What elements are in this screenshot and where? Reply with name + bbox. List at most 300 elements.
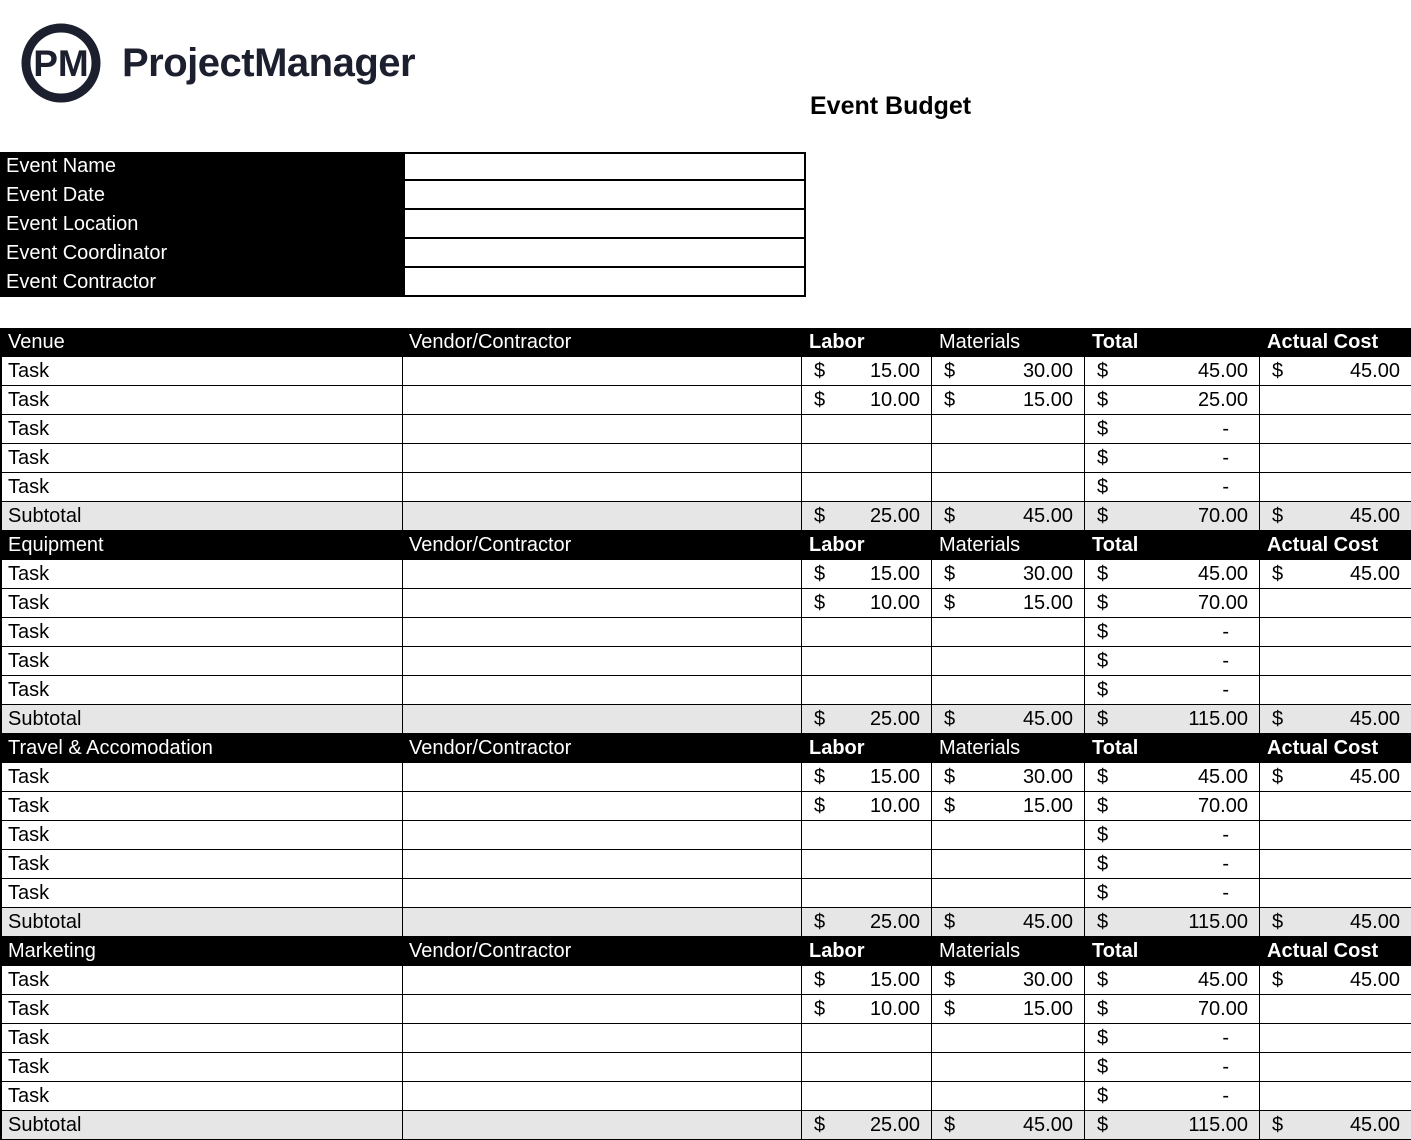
- task-row: [0, 1053, 1411, 1082]
- event-coordinator-input[interactable]: [403, 239, 806, 268]
- amount: -: [1222, 620, 1229, 643]
- vendor-cell[interactable]: [403, 676, 802, 705]
- actual-cost-cell[interactable]: [1260, 763, 1411, 792]
- subtotal-vendor-cell: [403, 908, 802, 937]
- currency-symbol: $: [1097, 823, 1109, 846]
- currency-symbol: $: [1097, 1055, 1109, 1078]
- vendor-cell[interactable]: [403, 763, 802, 792]
- amount: 25.00: [1197, 388, 1248, 411]
- materials-cell[interactable]: [932, 676, 1085, 705]
- vendor-cell[interactable]: [403, 879, 802, 908]
- currency-symbol: $: [944, 359, 956, 382]
- actual-cost-cell[interactable]: [1260, 386, 1411, 415]
- subtotal-label-cell: Subtotal: [0, 502, 403, 531]
- materials-header: Materials: [932, 328, 1085, 357]
- amount: 30.00: [1022, 968, 1073, 991]
- task-name-cell[interactable]: Task: [0, 647, 403, 676]
- amount: 45.00: [1349, 562, 1400, 585]
- total-cell[interactable]: [1085, 995, 1260, 1024]
- amount: 10.00: [869, 997, 920, 1020]
- task-name-cell[interactable]: Task: [0, 676, 403, 705]
- task-name-cell[interactable]: Task: [0, 415, 403, 444]
- actual-cost-cell[interactable]: [1260, 821, 1411, 850]
- total-header: Total: [1085, 734, 1260, 763]
- amount: 45.00: [1349, 707, 1400, 730]
- section-title: Venue: [0, 328, 403, 357]
- actual-cost-cell[interactable]: [1260, 415, 1411, 444]
- vendor-cell[interactable]: [403, 444, 802, 473]
- total-cell[interactable]: [1085, 357, 1260, 386]
- currency-symbol: $: [814, 591, 826, 614]
- labor-header: Labor: [802, 734, 932, 763]
- currency-symbol: $: [1097, 1113, 1109, 1136]
- actual-cost-cell[interactable]: [1260, 879, 1411, 908]
- amount: 30.00: [1022, 562, 1073, 585]
- amount: -: [1222, 417, 1229, 440]
- labor-cell[interactable]: [802, 763, 932, 792]
- amount: 115.00: [1188, 1113, 1248, 1136]
- subtotal-row: [0, 705, 1411, 734]
- task-row: [0, 966, 1411, 995]
- materials-cell[interactable]: [932, 618, 1085, 647]
- labor-cell[interactable]: [802, 792, 932, 821]
- pm-monogram: PM: [33, 43, 89, 84]
- actual-cost-cell[interactable]: [1260, 560, 1411, 589]
- amount: 25.00: [869, 504, 920, 527]
- subtotal-actual-cell: [1260, 908, 1411, 937]
- task-name-cell[interactable]: Task: [0, 473, 403, 502]
- vendor-cell[interactable]: [403, 415, 802, 444]
- amount: 25.00: [869, 910, 920, 933]
- task-name-cell[interactable]: Task: [0, 386, 403, 415]
- section-header-row: [0, 937, 1411, 966]
- labor-header: Labor: [802, 937, 932, 966]
- amount: 10.00: [869, 794, 920, 817]
- amount: -: [1222, 678, 1229, 701]
- task-row: [0, 763, 1411, 792]
- amount: 15.00: [1022, 794, 1073, 817]
- total-cell[interactable]: [1085, 1053, 1260, 1082]
- actual-cost-cell[interactable]: [1260, 444, 1411, 473]
- actual-cost-cell[interactable]: [1260, 1053, 1411, 1082]
- total-cell[interactable]: [1085, 647, 1260, 676]
- task-row: [0, 792, 1411, 821]
- labor-cell[interactable]: [802, 415, 932, 444]
- task-name-cell[interactable]: Task: [0, 589, 403, 618]
- vendor-cell[interactable]: [403, 995, 802, 1024]
- actual-cost-cell[interactable]: [1260, 792, 1411, 821]
- vendor-cell[interactable]: [403, 618, 802, 647]
- materials-cell[interactable]: [932, 415, 1085, 444]
- labor-cell[interactable]: [802, 1053, 932, 1082]
- task-row: [0, 386, 1411, 415]
- labor-cell[interactable]: [802, 647, 932, 676]
- subtotal-labor-cell: [802, 705, 932, 734]
- currency-symbol: $: [1097, 881, 1109, 904]
- actual-cost-cell[interactable]: [1260, 589, 1411, 618]
- task-row: [0, 357, 1411, 386]
- currency-symbol: $: [944, 765, 956, 788]
- currency-symbol: $: [1097, 562, 1109, 585]
- materials-cell[interactable]: [932, 1053, 1085, 1082]
- currency-symbol: $: [814, 794, 826, 817]
- subtotal-labor-cell: [802, 1111, 932, 1140]
- labor-cell[interactable]: [802, 1082, 932, 1111]
- amount: -: [1222, 446, 1229, 469]
- amount: 15.00: [1022, 388, 1073, 411]
- total-cell[interactable]: [1085, 763, 1260, 792]
- subtotal-row: [0, 908, 1411, 937]
- labor-cell[interactable]: [802, 560, 932, 589]
- currency-symbol: $: [1272, 968, 1284, 991]
- total-cell[interactable]: [1085, 966, 1260, 995]
- total-cell[interactable]: [1085, 1024, 1260, 1053]
- vendor-cell[interactable]: [403, 850, 802, 879]
- amount: 15.00: [869, 968, 920, 991]
- currency-symbol: $: [1272, 765, 1284, 788]
- form-row-event-contractor: [0, 268, 806, 297]
- task-row: [0, 995, 1411, 1024]
- task-row: [0, 1024, 1411, 1053]
- form-row-event-name: [0, 152, 806, 181]
- subtotal-actual-cell: [1260, 705, 1411, 734]
- actual-cost-header: Actual Cost: [1260, 328, 1411, 357]
- amount: 70.00: [1197, 504, 1248, 527]
- labor-cell[interactable]: [802, 386, 932, 415]
- amount: 15.00: [1022, 997, 1073, 1020]
- total-cell[interactable]: [1085, 386, 1260, 415]
- subtotal-labor-cell: [802, 502, 932, 531]
- total-cell[interactable]: [1085, 473, 1260, 502]
- event-name-input[interactable]: [403, 152, 806, 181]
- materials-cell[interactable]: [932, 560, 1085, 589]
- vendor-cell[interactable]: [403, 1082, 802, 1111]
- amount: 15.00: [869, 359, 920, 382]
- currency-symbol: $: [1097, 620, 1109, 643]
- pm-circle-icon: [20, 22, 102, 104]
- currency-symbol: $: [1097, 388, 1109, 411]
- vendor-cell[interactable]: [403, 589, 802, 618]
- labor-cell[interactable]: [802, 879, 932, 908]
- amount: -: [1222, 823, 1229, 846]
- materials-cell[interactable]: [932, 763, 1085, 792]
- amount: 45.00: [1197, 562, 1248, 585]
- total-cell[interactable]: [1085, 444, 1260, 473]
- form-row-event-date: [0, 181, 806, 210]
- subtotal-total-cell: [1085, 502, 1260, 531]
- event-location-input[interactable]: [403, 210, 806, 239]
- total-cell[interactable]: [1085, 879, 1260, 908]
- event-name-label: Event Name: [0, 152, 403, 181]
- amount: -: [1222, 1026, 1229, 1049]
- subtotal-total-cell: [1085, 705, 1260, 734]
- amount: 45.00: [1022, 707, 1073, 730]
- amount: 45.00: [1197, 968, 1248, 991]
- currency-symbol: $: [1272, 359, 1284, 382]
- amount: 45.00: [1349, 1113, 1400, 1136]
- section-title: Equipment: [0, 531, 403, 560]
- currency-symbol: $: [1097, 1026, 1109, 1049]
- task-row: [0, 444, 1411, 473]
- vendor-contractor-header: Vendor/Contractor: [403, 328, 802, 357]
- task-name-cell[interactable]: Task: [0, 618, 403, 647]
- currency-symbol: $: [1272, 504, 1284, 527]
- currency-symbol: $: [944, 968, 956, 991]
- total-cell[interactable]: [1085, 850, 1260, 879]
- actual-cost-cell[interactable]: [1260, 647, 1411, 676]
- materials-cell[interactable]: [932, 879, 1085, 908]
- labor-cell[interactable]: [802, 821, 932, 850]
- labor-cell[interactable]: [802, 473, 932, 502]
- materials-cell[interactable]: [932, 647, 1085, 676]
- task-row: [0, 1082, 1411, 1111]
- task-row: [0, 647, 1411, 676]
- currency-symbol: $: [814, 707, 826, 730]
- materials-cell[interactable]: [932, 792, 1085, 821]
- vendor-cell[interactable]: [403, 1024, 802, 1053]
- amount: 10.00: [869, 388, 920, 411]
- task-name-cell[interactable]: Task: [0, 763, 403, 792]
- event-info-form: [0, 152, 806, 297]
- vendor-cell[interactable]: [403, 473, 802, 502]
- task-name-cell[interactable]: Task: [0, 850, 403, 879]
- currency-symbol: $: [1097, 852, 1109, 875]
- vendor-cell[interactable]: [403, 386, 802, 415]
- actual-cost-cell[interactable]: [1260, 850, 1411, 879]
- task-name-cell[interactable]: Task: [0, 1082, 403, 1111]
- task-row: [0, 589, 1411, 618]
- task-row: [0, 850, 1411, 879]
- amount: -: [1222, 881, 1229, 904]
- labor-cell[interactable]: [802, 1024, 932, 1053]
- actual-cost-cell[interactable]: [1260, 618, 1411, 647]
- amount: 15.00: [869, 562, 920, 585]
- amount: 45.00: [1349, 910, 1400, 933]
- currency-symbol: $: [814, 968, 826, 991]
- form-row-event-location: [0, 210, 806, 239]
- subtotal-materials-cell: [932, 1111, 1085, 1140]
- labor-cell[interactable]: [802, 995, 932, 1024]
- subtotal-actual-cell: [1260, 1111, 1411, 1140]
- currency-symbol: $: [1097, 765, 1109, 788]
- vendor-cell[interactable]: [403, 966, 802, 995]
- labor-cell[interactable]: [802, 966, 932, 995]
- amount: 45.00: [1022, 1113, 1073, 1136]
- materials-cell[interactable]: [932, 589, 1085, 618]
- subtotal-materials-cell: [932, 908, 1085, 937]
- currency-symbol: $: [1097, 417, 1109, 440]
- subtotal-label-cell: Subtotal: [0, 1111, 403, 1140]
- currency-symbol: $: [944, 707, 956, 730]
- task-name-cell[interactable]: Task: [0, 821, 403, 850]
- currency-symbol: $: [944, 794, 956, 817]
- currency-symbol: $: [1272, 910, 1284, 933]
- materials-cell[interactable]: [932, 1082, 1085, 1111]
- materials-cell[interactable]: [932, 386, 1085, 415]
- labor-cell[interactable]: [802, 444, 932, 473]
- total-cell[interactable]: [1085, 821, 1260, 850]
- total-cell[interactable]: [1085, 792, 1260, 821]
- total-cell[interactable]: [1085, 676, 1260, 705]
- currency-symbol: $: [1097, 968, 1109, 991]
- vendor-contractor-header: Vendor/Contractor: [403, 937, 802, 966]
- event-location-label: Event Location: [0, 210, 403, 239]
- task-row: [0, 821, 1411, 850]
- materials-cell[interactable]: [932, 966, 1085, 995]
- currency-symbol: $: [814, 562, 826, 585]
- task-name-cell[interactable]: Task: [0, 1024, 403, 1053]
- amount: 70.00: [1197, 591, 1248, 614]
- actual-cost-cell[interactable]: [1260, 1024, 1411, 1053]
- labor-header: Labor: [802, 531, 932, 560]
- section-header-row: [0, 531, 1411, 560]
- amount: -: [1222, 852, 1229, 875]
- currency-symbol: $: [1097, 794, 1109, 817]
- total-cell[interactable]: [1085, 560, 1260, 589]
- subtotal-total-cell: [1085, 908, 1260, 937]
- actual-cost-header: Actual Cost: [1260, 937, 1411, 966]
- amount: 10.00: [869, 591, 920, 614]
- amount: 45.00: [1197, 765, 1248, 788]
- subtotal-materials-cell: [932, 502, 1085, 531]
- subtotal-labor-cell: [802, 908, 932, 937]
- materials-cell[interactable]: [932, 1024, 1085, 1053]
- event-coordinator-label: Event Coordinator: [0, 239, 403, 268]
- vendor-cell[interactable]: [403, 560, 802, 589]
- event-date-input[interactable]: [403, 181, 806, 210]
- amount: -: [1222, 649, 1229, 672]
- materials-cell[interactable]: [932, 821, 1085, 850]
- currency-symbol: $: [814, 359, 826, 382]
- amount: -: [1222, 475, 1229, 498]
- currency-symbol: $: [944, 504, 956, 527]
- task-row: [0, 415, 1411, 444]
- amount: 45.00: [1349, 359, 1400, 382]
- subtotal-label-cell: Subtotal: [0, 705, 403, 734]
- currency-symbol: $: [1272, 1113, 1284, 1136]
- vendor-cell[interactable]: [403, 792, 802, 821]
- section-title: Travel & Accomodation: [0, 734, 403, 763]
- actual-cost-cell[interactable]: [1260, 676, 1411, 705]
- task-name-cell[interactable]: Task: [0, 995, 403, 1024]
- amount: 70.00: [1197, 794, 1248, 817]
- amount: 70.00: [1197, 997, 1248, 1020]
- total-header: Total: [1085, 531, 1260, 560]
- vendor-cell[interactable]: [403, 821, 802, 850]
- subtotal-label-cell: Subtotal: [0, 908, 403, 937]
- currency-symbol: $: [1097, 591, 1109, 614]
- task-name-cell[interactable]: Task: [0, 560, 403, 589]
- task-name-cell[interactable]: Task: [0, 966, 403, 995]
- task-name-cell[interactable]: Task: [0, 879, 403, 908]
- task-row: [0, 560, 1411, 589]
- amount: 15.00: [869, 765, 920, 788]
- amount: 115.00: [1188, 910, 1248, 933]
- currency-symbol: $: [814, 504, 826, 527]
- amount: 45.00: [1349, 765, 1400, 788]
- task-name-cell[interactable]: Task: [0, 792, 403, 821]
- actual-cost-cell[interactable]: [1260, 995, 1411, 1024]
- currency-symbol: $: [1272, 707, 1284, 730]
- actual-cost-header: Actual Cost: [1260, 531, 1411, 560]
- vendor-contractor-header: Vendor/Contractor: [403, 734, 802, 763]
- task-row: [0, 473, 1411, 502]
- amount: 45.00: [1349, 968, 1400, 991]
- materials-cell[interactable]: [932, 850, 1085, 879]
- currency-symbol: $: [814, 910, 826, 933]
- subtotal-materials-cell: [932, 705, 1085, 734]
- labor-cell[interactable]: [802, 357, 932, 386]
- subtotal-vendor-cell: [403, 705, 802, 734]
- labor-cell[interactable]: [802, 676, 932, 705]
- projectmanager-logo: [20, 22, 415, 104]
- task-name-cell[interactable]: Task: [0, 1053, 403, 1082]
- currency-symbol: $: [1097, 910, 1109, 933]
- currency-symbol: $: [1097, 475, 1109, 498]
- labor-cell[interactable]: [802, 589, 932, 618]
- amount: 25.00: [869, 707, 920, 730]
- subtotal-row: [0, 502, 1411, 531]
- page-title: Event Budget: [810, 92, 972, 120]
- materials-cell[interactable]: [932, 473, 1085, 502]
- event-contractor-input[interactable]: [403, 268, 806, 297]
- amount: 45.00: [1022, 504, 1073, 527]
- total-cell[interactable]: [1085, 618, 1260, 647]
- currency-symbol: $: [944, 910, 956, 933]
- vendor-cell[interactable]: [403, 647, 802, 676]
- currency-symbol: $: [1097, 997, 1109, 1020]
- amount: 45.00: [1349, 504, 1400, 527]
- amount: 115.00: [1188, 707, 1248, 730]
- section-header-row: [0, 328, 1411, 357]
- materials-cell[interactable]: [932, 357, 1085, 386]
- materials-cell[interactable]: [932, 995, 1085, 1024]
- labor-cell[interactable]: [802, 850, 932, 879]
- currency-symbol: $: [944, 388, 956, 411]
- task-row: [0, 618, 1411, 647]
- amount: 30.00: [1022, 765, 1073, 788]
- budget-table: [0, 328, 1411, 1140]
- total-cell[interactable]: [1085, 415, 1260, 444]
- actual-cost-header: Actual Cost: [1260, 734, 1411, 763]
- materials-cell[interactable]: [932, 444, 1085, 473]
- event-contractor-label: Event Contractor: [0, 268, 403, 297]
- vendor-cell[interactable]: [403, 357, 802, 386]
- task-name-cell[interactable]: Task: [0, 444, 403, 473]
- currency-symbol: $: [1097, 359, 1109, 382]
- vendor-contractor-header: Vendor/Contractor: [403, 531, 802, 560]
- subtotal-row: [0, 1111, 1411, 1140]
- currency-symbol: $: [944, 1113, 956, 1136]
- actual-cost-cell[interactable]: [1260, 473, 1411, 502]
- currency-symbol: $: [814, 997, 826, 1020]
- currency-symbol: $: [1097, 446, 1109, 469]
- actual-cost-cell[interactable]: [1260, 966, 1411, 995]
- total-cell[interactable]: [1085, 1082, 1260, 1111]
- actual-cost-cell[interactable]: [1260, 1082, 1411, 1111]
- vendor-cell[interactable]: [403, 1053, 802, 1082]
- materials-header: Materials: [932, 937, 1085, 966]
- actual-cost-cell[interactable]: [1260, 357, 1411, 386]
- task-name-cell[interactable]: Task: [0, 357, 403, 386]
- currency-symbol: $: [944, 591, 956, 614]
- materials-header: Materials: [932, 531, 1085, 560]
- labor-cell[interactable]: [802, 618, 932, 647]
- amount: 45.00: [1197, 359, 1248, 382]
- total-cell[interactable]: [1085, 589, 1260, 618]
- amount: 30.00: [1022, 359, 1073, 382]
- form-row-event-coordinator: [0, 239, 806, 268]
